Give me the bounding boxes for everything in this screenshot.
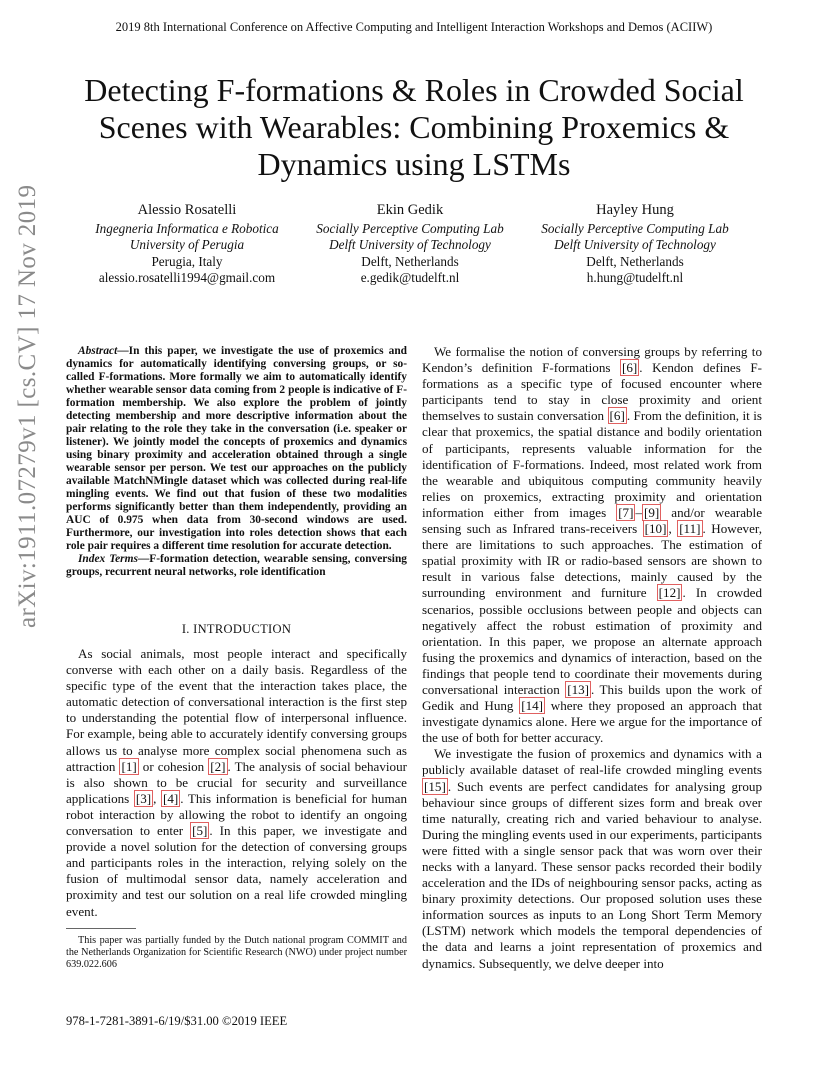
author-email: e.gedik@tudelft.nl — [360, 270, 460, 286]
citation-link[interactable]: [1] — [121, 758, 137, 774]
citation-link[interactable]: [4] — [162, 790, 179, 806]
body-text: – — [635, 504, 643, 520]
body-text: . From the definition, it is clear that proxemics, the spatial distance and bodily orientation of participants, represents valuable information for the identification of F-formations. Indeed, most related work from the wearable and ubiquitous computing community heavily relies on proxemics, extracting proximity and orientation information either from images — [422, 408, 762, 520]
author-name: Alessio Rosatelli — [137, 202, 237, 218]
citation-link[interactable]: [3] — [135, 790, 152, 806]
section-heading: I. INTRODUCTION — [181, 622, 292, 636]
abstract-label: Abstract — [78, 345, 118, 357]
conference-header: 2019 8th International Conference on Affective Computing and Intelligent Interaction Workshops and Demos (ACIIW) — [115, 20, 713, 34]
intro-column-left — [66, 646, 407, 920]
body-text: where they proposed an approach that investigate dynamics alone. Here we argue for the importance of the use of both for better accuracy. — [422, 698, 762, 746]
right-column — [422, 344, 762, 972]
author-name: Ekin Gedik — [376, 202, 444, 218]
citation-link[interactable]: [14] — [521, 698, 544, 714]
citation-link[interactable]: [10] — [644, 521, 667, 537]
body-text: We formalise the notion of conversing groups by referring to Kendon’s definition F-formations — [422, 344, 762, 376]
abstract — [66, 345, 407, 579]
abstract-paragraph — [66, 345, 407, 553]
arxiv-stamp: arXiv:1911.07279v1 [cs.CV] 17 Nov 2019 — [14, 184, 41, 628]
body-text: . Such events are perfect candidates for analysing group behaviour since groups of different sizes form and break over time naturally, creating rich and varied behaviour to analyse. During the mingling events used in our experiments, participants were fitted with a single sensor pack that was worn over their necks with a lanyard. These sensor packs recorded their bodily acceleration and the IDs of neighbouring sensor packs, acting as binary proximity detections. Our proposed solution uses these information sources as inputs to an Long Short Term Memory (LSTM) network which models the temporal dependencies of the data and learns a joint representation of proxemics and dynamics. Subsequently, we delve deeper into — [422, 778, 763, 971]
author-email: h.hung@tudelft.nl — [586, 270, 684, 286]
body-text: and/or wearable sensing such as Infrared trans-receivers — [422, 504, 763, 537]
citation-link[interactable]: [11] — [679, 521, 701, 537]
author-name: Hayley Hung — [596, 202, 674, 218]
body-text: , — [153, 790, 161, 806]
body-paragraph — [422, 344, 762, 746]
body-text: or cohesion — [138, 758, 209, 774]
author-dept: Ingegneria Informatica e Robotica — [95, 220, 279, 236]
citation-link[interactable]: [6] — [609, 408, 625, 424]
citation-link[interactable]: [2] — [210, 758, 226, 774]
body-text: We investigate the fusion of proxemics and dynamics with a publicly available dataset of real-life crowded mingling events — [422, 746, 762, 778]
body-text: . The analysis of social behaviour is also shown to be crucial for security and surveillance applications — [66, 758, 408, 806]
author-block-2 — [305, 202, 515, 287]
body-text: . This builds upon the work of Gedik and Hung — [422, 681, 762, 714]
body-text: . However, there are limitations to such approaches. The estimation of spatial proximity with IR or radio-based sensors are shown to result in various false detections, mainly caused by the surrounding environment and furniture — [422, 521, 762, 601]
footnote-text: This paper was partially funded by the Dutch national program COMMIT and the Netherlands Organization for Scientific Research (NWO) under project number 639.022.606 — [66, 935, 407, 971]
author-univ: Delft University of Technology — [554, 237, 716, 253]
paper-title: Detecting F-formations & Roles in Crowded Social Scenes with Wearables: Combining Proxemics & Dynamics using LSTMs — [84, 72, 744, 182]
author-univ: Delft University of Technology — [329, 237, 491, 253]
author-dept: Socially Perceptive Computing Lab — [316, 220, 504, 236]
index-terms-paragraph — [66, 553, 407, 579]
author-univ: University of Perugia — [129, 237, 245, 253]
index-terms-label: Index Terms — [78, 553, 138, 565]
body-text: . In this paper, we investigate and provide a novel solution for the detection of conversing groups and participants roles in the interaction, relying solely on the fusion of multimodal sensor data, namely acceleration and proximity and test our solution on a real life crowded mingling event. — [66, 823, 407, 919]
body-text: , — [668, 521, 678, 537]
citation-link[interactable]: [7] — [618, 504, 634, 520]
citation-link[interactable]: [13] — [567, 681, 590, 697]
footnote — [66, 935, 407, 972]
body-text: As social animals, most people interact and specifically converse with each other on a daily basis. Regardless of the specific type of the event that the interaction takes place, the automatic detection of conversational interaction is the first step to understanding the potential flow of interpersonal influence. For example, being able to accurately identify conversing groups allows us to analyse more complex social phenomena such as attraction — [66, 646, 407, 774]
intro-paragraph — [66, 646, 407, 920]
author-block-3 — [530, 202, 740, 287]
citation-link[interactable]: [12] — [658, 585, 681, 601]
author-block-1 — [82, 202, 292, 287]
citation-link[interactable]: [9] — [644, 504, 660, 520]
body-paragraph — [422, 746, 762, 971]
body-text: . This information is beneficial for human robot interaction by allowing the robot to identify an ongoing conversation to enter — [66, 790, 408, 839]
body-text: . Kendon defines F-formations as a specific type of focused encounter where participants tend to stay in close proximity and orient themselves to sustain conversation — [422, 360, 762, 424]
footnote-divider — [66, 928, 136, 929]
citation-link[interactable]: [15] — [424, 778, 446, 794]
index-terms-text: —F-formation detection, wearable sensing, conversing groups, recurrent neural networks, role identification — [66, 553, 407, 578]
citation-link[interactable]: [5] — [192, 823, 208, 839]
author-location: Delft, Netherlands — [361, 253, 459, 269]
citation-link[interactable]: [6] — [622, 360, 638, 376]
author-location: Perugia, Italy — [151, 253, 223, 269]
author-dept: Socially Perceptive Computing Lab — [541, 220, 729, 236]
author-email: alessio.rosatelli1994@gmail.com — [98, 270, 276, 286]
author-location: Delft, Netherlands — [586, 253, 684, 269]
abstract-text: —In this paper, we investigate the use of proxemics and dynamics for automatically identifying conversing groups, or so-called F-formations. More formally we aim to automatically identify whether wearable sensor data coming from 2 people is indicative of F-formation membership. We also explore the problem of jointly detecting membership and more descriptive information about the pair relating to the role they take in the conversation (i.e. speaker or listener). We jointly model the concepts of proxemics and dynamics using binary proximity and acceleration obtained through a single wearable sensor per person. We test our approaches on the publicly available MatchNMingle dataset which was collected during real-life mingling events. We find out that fusion of these two modalities performs significantly better than them independently, providing an AUC of 0.975 when data from 30-second windows are used. Furthermore, our investigation into roles detection shows that each role pair requires a different time resolution for accurate detection. — [66, 345, 407, 552]
body-text: . In crowded scenarios, possible occlusions between people and objects can negatively affect the robust estimation of proximity and orientation. In this paper, we propose an alternate approach fusing the proxemics and dynamics of interaction, based on the findings that people tend to coordinate their movements during conversational interaction — [422, 585, 762, 697]
copyright-notice: 978-1-7281-3891-6/19/$31.00 ©2019 IEEE — [66, 1014, 288, 1028]
